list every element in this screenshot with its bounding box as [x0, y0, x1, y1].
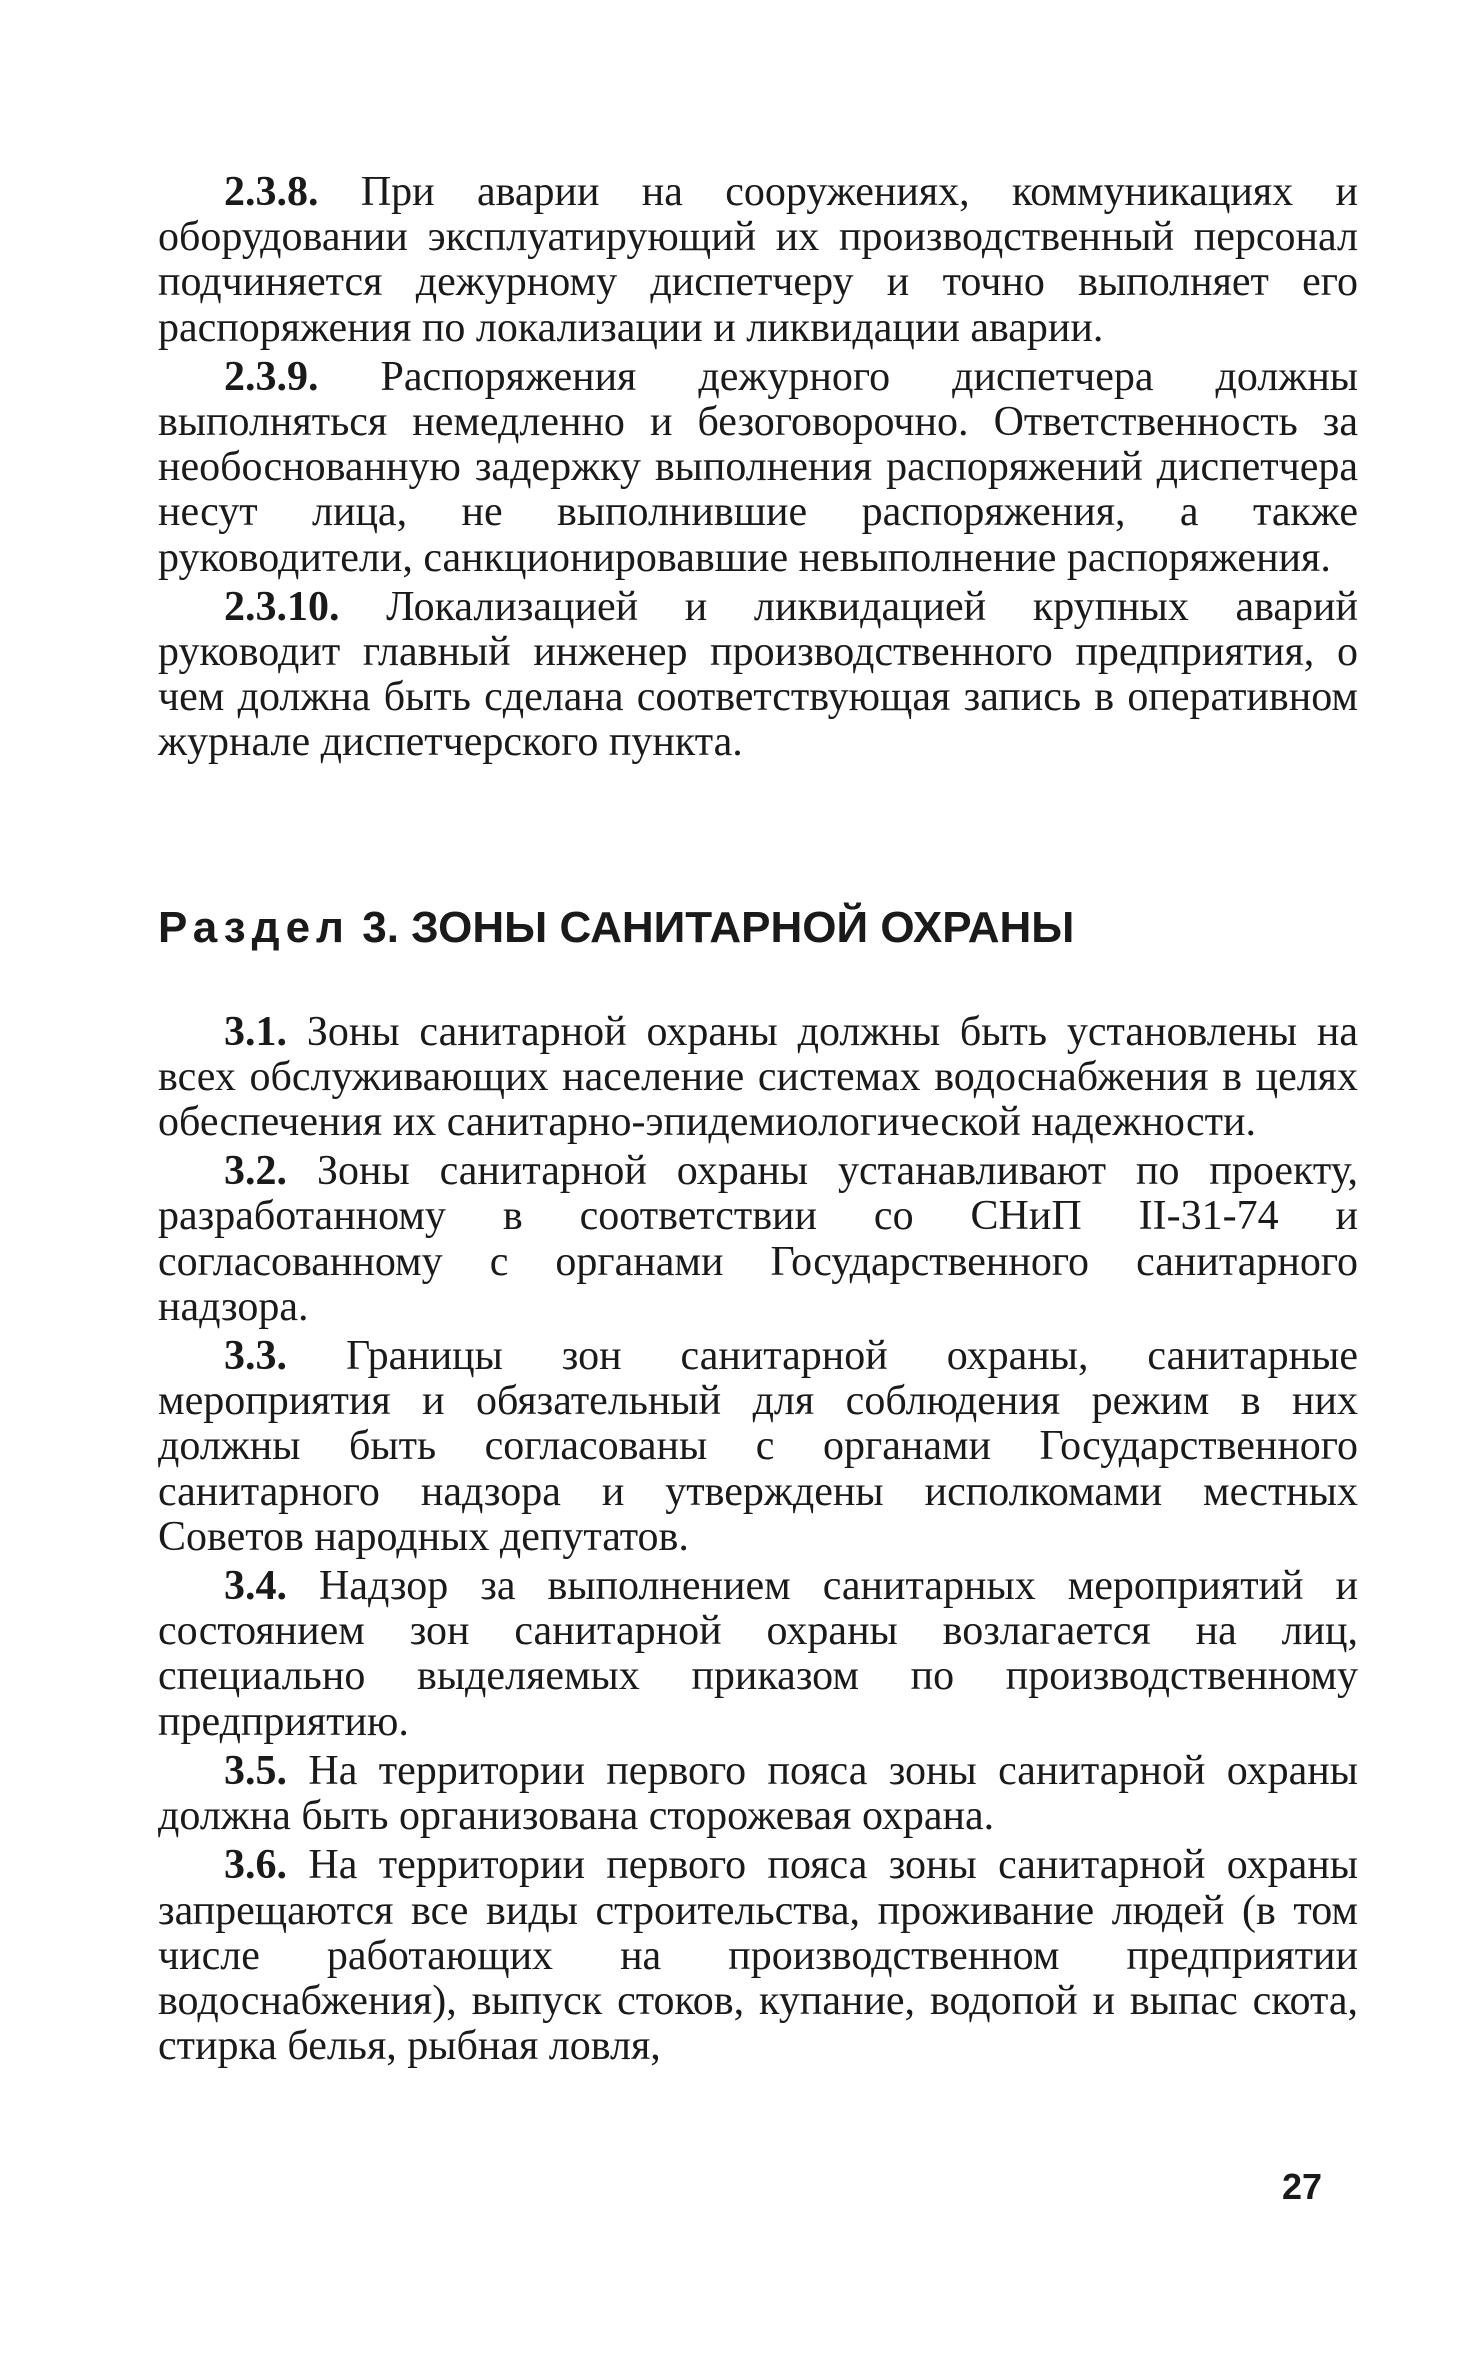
paragraph-3-4 [158, 1564, 1358, 1745]
paragraph-text: Надзор за выполнением санитарных мероприятий и состоянием зон санитарной охраны возлагается на лиц, специально выделяемых приказом по производственному предприятию. [158, 1563, 1359, 1745]
paragraph-text: Границы зон санитарной охраны, санитарные мероприятия и обязательный для соблюдения режим в них должны быть согласованы с органами Государственного санитарного надзора и утверждены исполкомами местных Советов народных депутатов. [158, 1333, 1359, 1560]
paragraph-2-3-10 [158, 585, 1358, 766]
paragraph-number: 3.1. [224, 1008, 287, 1055]
paragraph-3-5 [158, 1749, 1358, 1839]
section-heading [158, 902, 1358, 954]
paragraph-number: 2.3.8. [224, 169, 319, 215]
paragraph-text: Зоны санитарной охраны должны быть установлены на всех обслуживающих население системах водоснабжения в целях обеспечения их санитарно-эпидемиологической надежности. [158, 1008, 1358, 1146]
paragraph-number: 2.3.9. [224, 353, 319, 400]
paragraph-number: 3.5. [224, 1747, 287, 1794]
paragraph-3-2 [158, 1149, 1358, 1330]
paragraph-text: Локализацией и ликвидацией крупных аварий руководит главный инженер производственного предприятия, о чем должна быть сделана соответствующая запись в оперативном журнале диспетчерского пункта. [158, 583, 1359, 766]
paragraph-number: 3.2. [224, 1148, 287, 1195]
paragraph-text: Зоны санитарной охраны устанавливают по проекту, разработанному в соответствии со СНиП II-31-74 и согласованному с органами Государственного санитарного надзора. [158, 1148, 1358, 1330]
paragraph-text: При аварии на сооружениях, коммуникациях и оборудовании эксплуатирующий их производственный персонал подчиняется дежурному диспетчеру и точно выполняет его распоряжения по локализации и ликвидации аварии. [158, 169, 1359, 351]
paragraph-number: 3.4. [224, 1563, 287, 1610]
section-label: Раздел [158, 902, 350, 952]
paragraph-number: 3.6. [224, 1842, 287, 1889]
page-number: 27 [1282, 2166, 1323, 2207]
paragraph-text: Распоряжения дежурного диспетчера должны выполняться немедленно и безоговорочно. Ответственность за необоснованную задержку выполнения распоряжений диспетчера несут лица, не выполнившие распоряжения, а также руководители, санкционировавшие невыполнение распоряжения. [158, 353, 1359, 581]
paragraph-text: На территории первого пояса зоны санитарной охраны должна быть организована сторожевая охрана. [158, 1747, 1358, 1840]
paragraph-text: На территории первого пояса зоны санитарной охраны запрещаются все виды строительства, проживание людей (в том числе работающих на производственном предприятии водоснабжения), выпуск стоков, купание, водопой и выпас скота, стирка белья, рыбная ловля, [158, 1842, 1358, 2070]
paragraph-3-3 [158, 1334, 1358, 1560]
paragraph-3-1 [158, 1010, 1358, 1146]
document-page [158, 170, 1358, 2073]
paragraph-number: 3.3. [224, 1333, 287, 1380]
paragraph-number: 2.3.10. [224, 583, 340, 630]
section-title: 3. ЗОНЫ САНИТАРНОЙ ОХРАНЫ [362, 902, 1075, 952]
paragraph-2-3-8 [158, 170, 1358, 351]
paragraph-3-6 [158, 1843, 1358, 2069]
paragraph-2-3-9 [158, 355, 1358, 581]
